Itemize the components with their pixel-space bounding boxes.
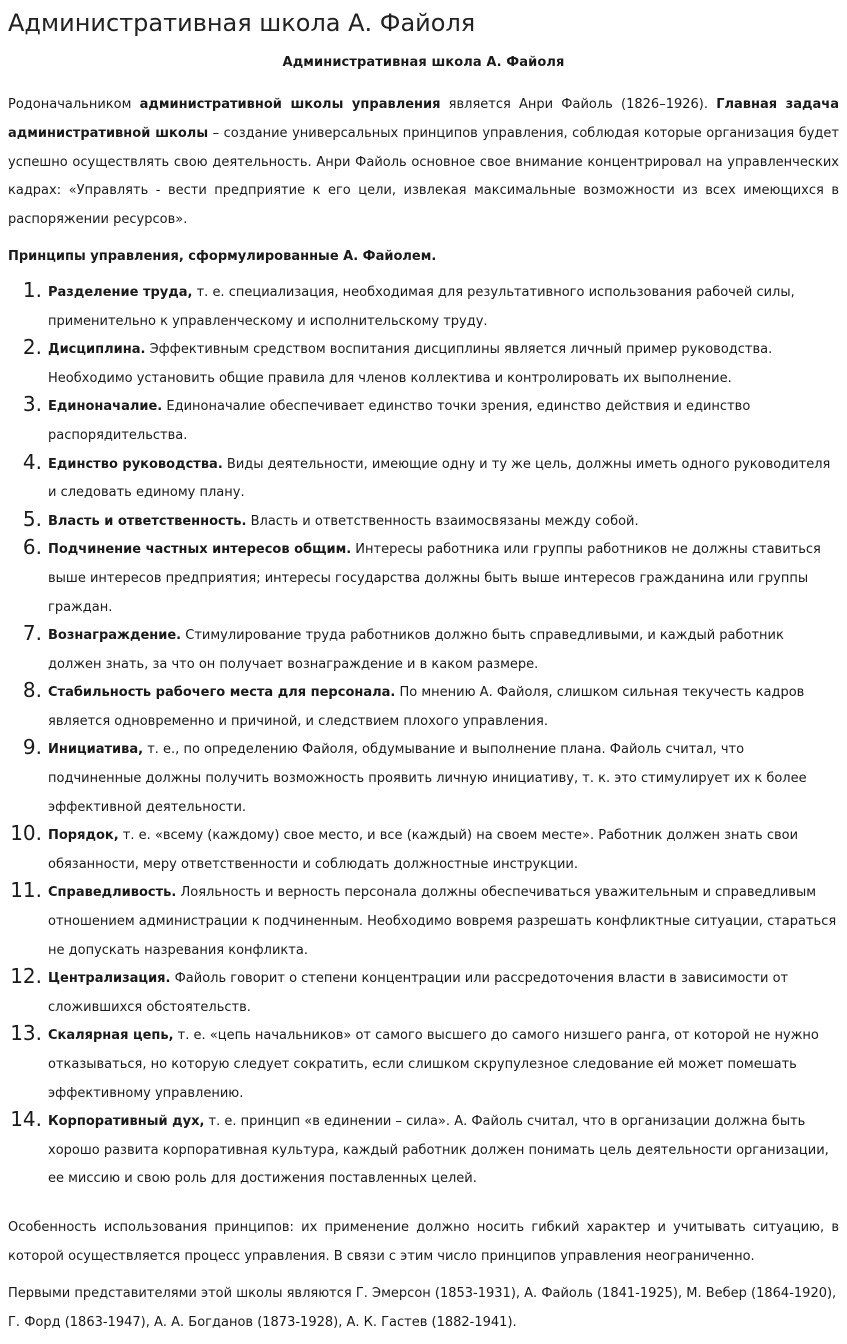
list-item-content [48,508,839,537]
intro-text-1: Родоначальником [8,97,140,112]
principle-term: Скалярная цепь, [48,1028,174,1044]
principle-term: Порядок, [48,828,119,844]
list-item [8,736,839,822]
list-item-content [48,679,839,736]
list-item-content [48,622,839,679]
list-item-number: 9. [22,735,42,760]
list-item-content [48,822,839,879]
principle-text: т. е. «всему (каждому) свое место, и все (каждый) на своем месте». Работник должен знать свои обязанности, меру ответственности и соблюдать должностные инструкции. [48,828,799,872]
principle-text: Интересы работника или группы работников не должны ставиться выше интересов предприятия; интересы государства должны быть выше интересов гражданина или группы граждан. [48,542,821,615]
list-item [8,279,839,336]
list-item [8,965,839,1022]
intro-paragraph [8,91,839,235]
list-item [8,393,839,450]
list-item [8,451,839,508]
list-item-content [48,279,839,336]
principle-text: По мнению А. Файоля, слишком сильная текучесть кадров является одновременно и причиной, и следствием плохого управления. [48,685,805,729]
list-item-content [48,879,839,965]
list-item [8,1108,839,1194]
list-item [8,679,839,736]
list-item-content [48,336,839,393]
list-item-content [48,393,839,450]
list-item-number: 8. [22,678,42,703]
principle-text: Виды деятельности, имеющие одну и ту же цель, должны иметь одного руководителя и следовать единому плану. [48,456,831,501]
list-item [8,536,839,622]
intro-text-2: является Анри Файоль (1826–1926). [440,97,717,112]
list-item [8,879,839,965]
principle-term: Инициатива, [48,742,144,758]
list-item-content [48,1108,839,1194]
representatives-paragraph: Первыми представителями этой школы являются Г. Эмерсон (1853-1931), А. Файоль (1841-1925), М. Вебер (1864-1920), Г. Форд (1863-1947), А. А. Богданов (1873-1928), А. К. Гастев (1882-1941). [8,1286,837,1330]
principle-term: Вознаграждение. [48,628,182,644]
principles-list [8,279,839,1194]
principle-text: Эффективным средством воспитания дисциплины является личный пример руководства. Необходимо установить общие правила для членов коллектива и контролировать их выполнение. [48,342,773,386]
principle-term: Централизация. [48,971,171,987]
principle-text: Лояльность и верность персонала должны обеспечиваться уважительным и справедливым отношением администрации к подчиненным. Необходимо вовремя разрешать конфликтные ситуации, стараться не допускать назревания конфликта. [48,885,837,958]
principle-term: Подчинение частных интересов общим. [48,542,352,558]
list-item-number: 11. [10,878,42,903]
principle-term: Власть и ответственность. [48,513,247,529]
list-item-content [48,965,839,1022]
principle-text: т. е. принцип «в единении – сила». А. Файоль считал, что в организации должна быть хорошо развита корпоративная культура, каждый работник должен понимать цель деятельности организации, ее миссию и свою роль для достижения поставленных целей. [48,1114,829,1187]
document-subtitle: Административная школа А. Файоля [282,55,565,70]
intro-text-3: – создание универсальных принципов управления, соблюдая которые организация будет успешно осуществлять свою деятельность. Анри Файоль основное свое внимание концентрировал на управленческих кадрах: «Управлять - вести предприятие к его цели, извлекая максимальные возможности из всех имеющихся в распоряжении ресурсов». [8,125,839,228]
list-item-number: 6. [22,535,42,560]
list-item [8,508,839,537]
principle-term: Корпоративный дух, [48,1114,205,1130]
list-item [8,1022,839,1108]
principle-term: Разделение труда, [48,284,193,300]
list-item [8,822,839,879]
list-item-content [48,536,839,622]
principle-text: т. е. специализация, необходимая для результативного использования рабочей силы, применительно к управленческому и исполнительскому труду. [48,284,795,329]
feature-paragraph: Особенность использования принципов: их применение должно носить гибкий характер и учитывать ситуацию, в которой осуществляется процесс управления. В связи с этим число принципов управления неограниченно. [8,1219,839,1264]
principle-text: Файоль говорит о степени концентрации или рассредоточения власти в зависимости от сложившихся обстоятельств. [48,971,789,1015]
principle-term: Справедливость. [48,885,177,901]
list-item-content [48,1022,839,1108]
intro-bold-1: административной школы управления [139,97,441,112]
list-item-content [48,451,839,508]
principle-term: Стабильность рабочего места для персонала. [48,685,396,701]
principle-term: Единоначалие. [48,399,163,415]
list-item-number: 13. [10,1021,42,1046]
list-item-number: 7. [22,621,42,646]
principle-text: Стимулирование труда работников должно быть справедливыми, и каждый работник должен знать, за что он получает вознаграждение и в каком размере. [48,628,784,672]
list-item-number: 1. [22,277,42,302]
list-item-number: 10. [10,821,42,846]
principle-text: т. е. «цепь начальников» от самого высшего до самого низшего ранга, от которой не нужно отказываться, но которую следует сократить, если слишком скрупулезное следование ей может помешать эффективному управлению. [48,1028,819,1101]
list-item-number: 4. [22,449,42,474]
list-item [8,622,839,679]
list-item-content [48,736,839,822]
principle-term: Дисциплина. [48,342,146,358]
list-item-number: 2. [22,335,42,360]
list-item-number: 5. [22,506,42,531]
page-title: Административная школа А. Файоля [8,9,476,37]
intro-bold-2: Главная задача административной школы [8,97,839,141]
principle-text: т. е., по определению Файоля, обдумывание и выполнение плана. Файоль считал, что подчиненные должны получить возможность проявить личную инициативу, т. к. это стимулирует их к более эффективной деятельности. [48,742,807,815]
principles-heading: Принципы управления, сформулированные А. Файолем. [8,248,437,264]
principle-text: Власть и ответственность взаимосвязаны между собой. [246,513,639,529]
list-item-number: 12. [10,964,42,989]
principle-term: Единство руководства. [48,456,223,472]
list-item [8,336,839,393]
list-item-number: 3. [22,392,42,417]
principle-text: Единоначалие обеспечивает единство точки зрения, единство действия и единство распорядительства. [48,399,751,443]
list-item-number: 14. [10,1107,42,1132]
